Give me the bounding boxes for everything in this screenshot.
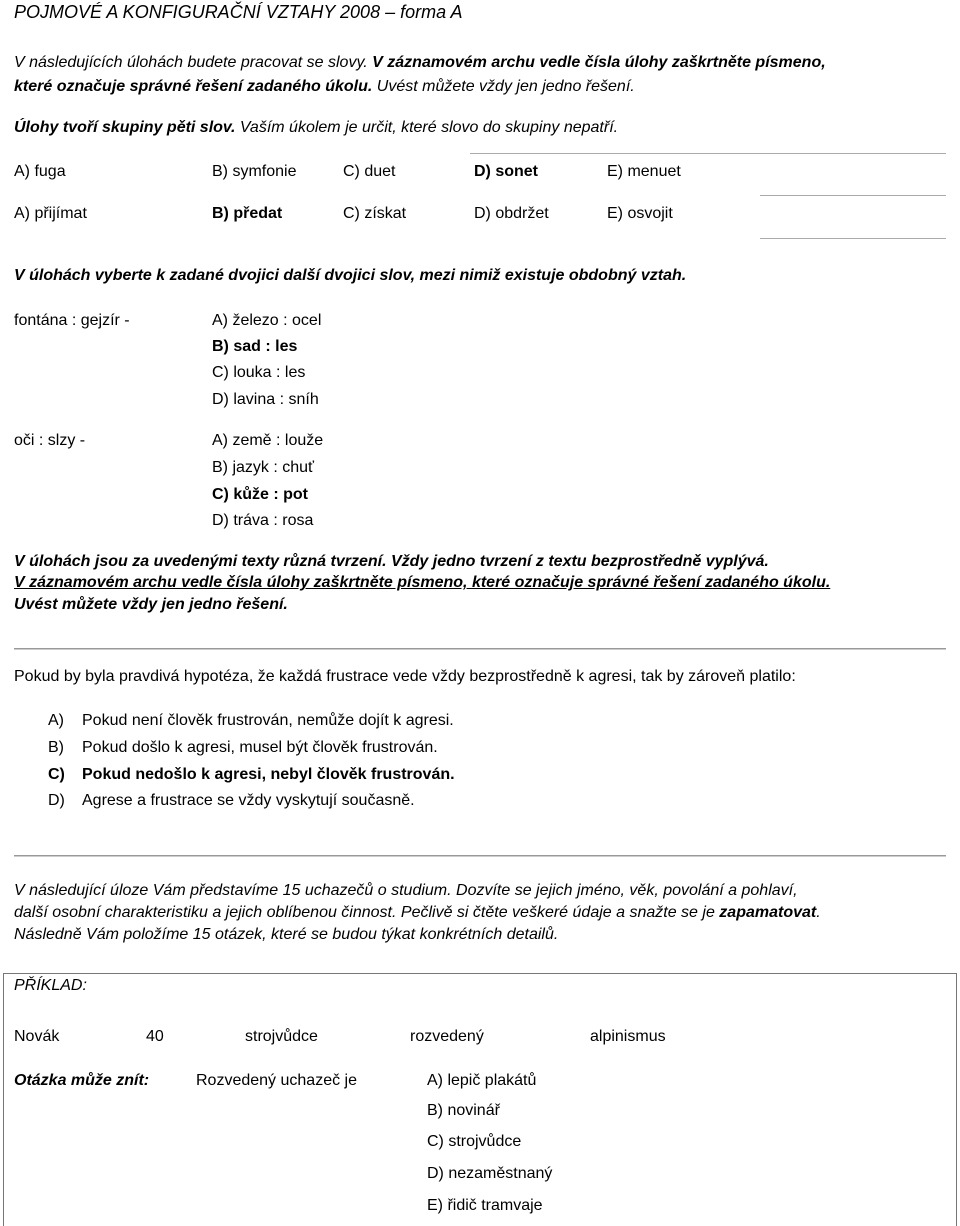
page-title: POJMOVÉ A KONFIGURAČNÍ VZTAHY 2008 – forma A bbox=[14, 2, 463, 22]
intro-line-2-b: Uvést můžete vždy jen jedno řešení. bbox=[376, 78, 635, 95]
option-text: Agrese a frustrace se vždy vyskytují současně. bbox=[82, 792, 415, 809]
option: D) obdržet bbox=[474, 205, 549, 222]
intro-line-1-a: V následujících úlohách budete pracovat se slovy. bbox=[14, 54, 368, 71]
analogy-option: B) sad : les bbox=[212, 338, 298, 355]
example-cell: alpinismus bbox=[590, 1028, 666, 1045]
intro-line-3 bbox=[14, 119, 618, 137]
analogy-prompt-2: oči : slzy - bbox=[14, 432, 86, 449]
intro-line-1-b: V záznamovém archu vedle čísla úlohy zaškrtněte písmeno, bbox=[372, 54, 826, 71]
option: C) duet bbox=[343, 163, 396, 180]
statements-instruction-1: V úlohách jsou za uvedenými texty různá tvrzení. Vždy jedno tvrzení z textu bezprostředně vyplývá. bbox=[14, 553, 769, 570]
option-text: Pokud nedošlo k agresi, nebyl člověk frustrován. bbox=[82, 766, 455, 783]
statements-instruction-3: Uvést můžete vždy jen jedno řešení. bbox=[14, 596, 288, 613]
analogy-option: C) kůže : pot bbox=[212, 486, 308, 503]
option: A) fuga bbox=[14, 163, 66, 180]
divider bbox=[14, 648, 946, 650]
example-cell: Novák bbox=[14, 1028, 60, 1045]
option-letter: B) bbox=[48, 739, 64, 756]
memory-intro-2-bold: zapamatovat bbox=[719, 904, 817, 921]
divider bbox=[470, 153, 946, 154]
divider bbox=[760, 238, 946, 239]
example-cell: strojvůdce bbox=[245, 1028, 318, 1045]
intro-line-2-a: které označuje správné řešení zadaného úkolu. bbox=[14, 78, 373, 95]
example-option: E) řidič tramvaje bbox=[427, 1197, 543, 1214]
analogy-option: D) lavina : sníh bbox=[212, 391, 319, 408]
option: B) předat bbox=[212, 205, 283, 222]
memory-intro-2-end: . bbox=[816, 904, 821, 921]
analogy-prompt-1: fontána : gejzír - bbox=[14, 312, 130, 329]
analogy-option: D) tráva : rosa bbox=[212, 512, 314, 529]
analogy-instruction: V úlohách vyberte k zadané dvojici další dvojici slov, mezi nimiž existuje obdobný vztah. bbox=[14, 267, 687, 284]
intro-line-1 bbox=[14, 54, 826, 72]
example-heading: PŘÍKLAD: bbox=[14, 977, 87, 994]
option: C) získat bbox=[343, 205, 407, 222]
example-question-label: Otázka může znít: bbox=[14, 1072, 150, 1089]
analogy-option: A) země : louže bbox=[212, 432, 324, 449]
divider bbox=[14, 855, 946, 857]
example-box bbox=[3, 973, 957, 1226]
example-option: A) lepič plakátů bbox=[427, 1072, 537, 1089]
option-letter: A) bbox=[48, 712, 64, 729]
option-letter: D) bbox=[48, 792, 65, 809]
option-text: Pokud došlo k agresi, musel být člověk frustrován. bbox=[82, 739, 438, 756]
intro-line-3-a: Úlohy tvoří skupiny pěti slov. bbox=[14, 119, 236, 136]
statements-instruction-2: V záznamovém archu vedle čísla úlohy zaškrtněte písmeno, které označuje správné řešení zadaného úkolu. bbox=[14, 574, 831, 591]
example-option: D) nezaměstnaný bbox=[427, 1165, 553, 1182]
option: B) symfonie bbox=[212, 163, 297, 180]
hypothesis-question: Pokud by byla pravdivá hypotéza, že každá frustrace vede vždy bezprostředně k agresi, tak by zároveň platilo: bbox=[14, 668, 796, 685]
example-option: B) novinář bbox=[427, 1102, 500, 1119]
option: E) osvojit bbox=[607, 205, 673, 222]
memory-intro-3: Následně Vám položíme 15 otázek, které se budou týkat konkrétních detailů. bbox=[14, 926, 559, 943]
analogy-option: A) železo : ocel bbox=[212, 312, 322, 329]
analogy-option: B) jazyk : chuť bbox=[212, 459, 315, 476]
option: E) menuet bbox=[607, 163, 681, 180]
example-question-text: Rozvedený uchazeč je bbox=[196, 1072, 357, 1089]
example-option: C) strojvůdce bbox=[427, 1133, 522, 1150]
example-cell: rozvedený bbox=[410, 1028, 484, 1045]
option: A) přijímat bbox=[14, 205, 87, 222]
divider bbox=[760, 195, 946, 196]
intro-line-3-b: Vaším úkolem je určit, které slovo do skupiny nepatří. bbox=[239, 119, 619, 136]
memory-intro-2-a: další osobní charakteristiku a jejich oblíbenou činnost. Pečlivě si čtěte veškeré údaje a snažte se je bbox=[14, 904, 715, 921]
memory-intro-1: V následující úloze Vám představíme 15 uchazečů o studium. Dozvíte se jejich jméno, věk, povolání a pohlaví, bbox=[14, 882, 798, 899]
analogy-option: C) louka : les bbox=[212, 364, 306, 381]
option-text: Pokud není člověk frustrován, nemůže dojít k agresi. bbox=[82, 712, 454, 729]
intro-line-2 bbox=[14, 78, 635, 96]
memory-intro-2 bbox=[14, 904, 821, 922]
option: D) sonet bbox=[474, 163, 538, 180]
example-cell: 40 bbox=[146, 1028, 164, 1045]
option-letter: C) bbox=[48, 766, 65, 783]
